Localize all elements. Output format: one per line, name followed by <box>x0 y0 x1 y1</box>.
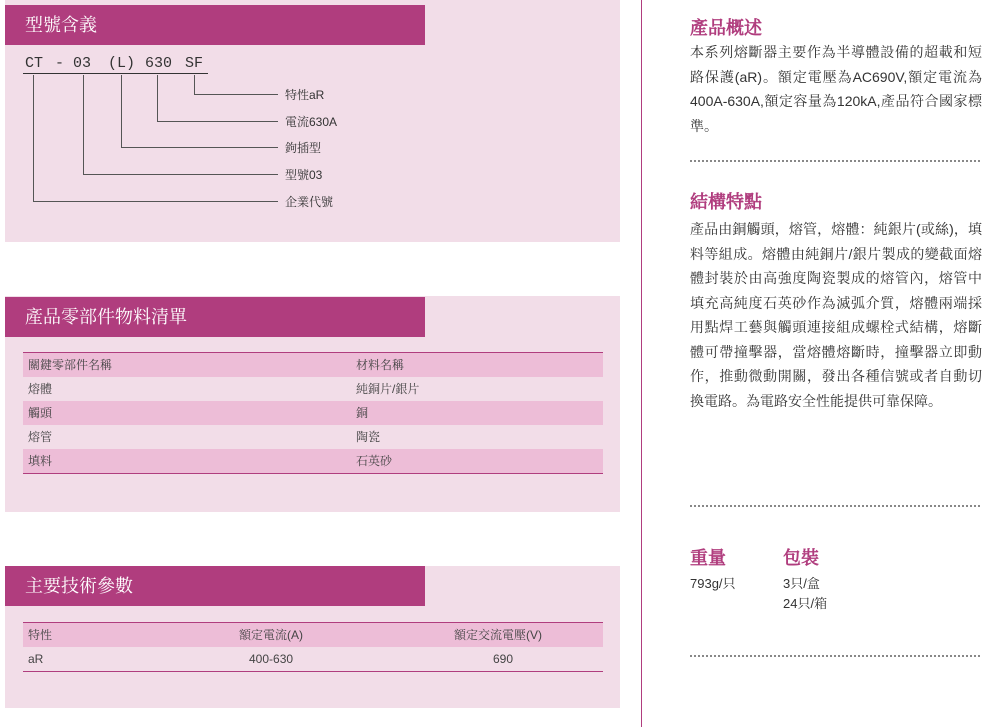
params-title: 主要技術參數 <box>5 566 425 606</box>
bom-title: 產品零部件物料清單 <box>5 297 425 337</box>
structure-title: 結構特點 <box>690 192 762 212</box>
table-rule <box>23 473 603 474</box>
label-characteristic: 特性aR <box>285 88 325 102</box>
overview-text: 本系列熔斷器主要作為半導體設備的超載和短路保護(aR)。額定電壓為AC690V,額定電流為400A-630A,額定容量為120kA,產品符合國家標準。 <box>690 44 982 134</box>
table-header-row <box>23 353 603 377</box>
packing-case: 24只/箱 <box>783 596 828 611</box>
table-row <box>23 377 603 401</box>
connector-ct-h <box>33 201 278 202</box>
connector-l-v <box>121 75 122 147</box>
table-row <box>23 647 603 671</box>
overview-title: 產品概述 <box>690 18 762 38</box>
connector-630-h <box>157 121 278 122</box>
header-rated-voltage: 額定交流電壓(V) <box>454 628 542 642</box>
cell-rated-current: 400-630 <box>249 652 294 666</box>
cell-material: 純銅片/銀片 <box>356 382 420 396</box>
cell-rated-voltage: 690 <box>493 652 514 666</box>
divider-dotted <box>690 655 980 657</box>
table-row <box>23 449 603 473</box>
code-dash: - <box>55 55 65 72</box>
divider-dotted <box>690 505 980 507</box>
cell-part: 觸頭 <box>28 406 53 420</box>
weight-title: 重量 <box>690 548 726 568</box>
label-current: 電流630A <box>285 115 338 129</box>
code-03: 03 <box>73 55 92 72</box>
column-divider <box>641 0 642 727</box>
header-rated-current: 額定電流(A) <box>239 628 303 642</box>
connector-sf-h <box>194 94 278 95</box>
bom-table <box>23 352 603 474</box>
connector-sf-v <box>194 75 195 94</box>
header-part: 關鍵零部件名稱 <box>28 358 113 372</box>
cell-part: 熔體 <box>28 382 53 396</box>
params-table <box>23 622 603 672</box>
table-row <box>23 425 603 449</box>
code-underline <box>23 73 208 74</box>
cell-part: 填料 <box>28 454 53 468</box>
connector-ct-v <box>33 75 34 201</box>
connector-630-v <box>157 75 158 121</box>
label-model: 型號03 <box>285 168 323 182</box>
cell-material: 銅 <box>356 406 369 420</box>
header-characteristic: 特性 <box>28 628 53 642</box>
table-row <box>23 401 603 425</box>
code-l: (L) <box>108 55 136 72</box>
table-rule <box>23 671 603 672</box>
cell-material: 陶瓷 <box>356 430 381 444</box>
model-title: 型號含義 <box>5 5 425 45</box>
packing-box: 3只/盒 <box>783 576 820 591</box>
weight-value: 793g/只 <box>690 576 736 591</box>
table-header-row <box>23 623 603 647</box>
packing-title: 包裝 <box>783 548 819 568</box>
connector-03-v <box>83 75 84 174</box>
label-company-code: 企業代號 <box>285 195 334 209</box>
connector-l-h <box>121 147 278 148</box>
cell-characteristic: aR <box>28 652 44 666</box>
divider-dotted <box>690 160 980 162</box>
code-630: 630 <box>145 55 173 72</box>
structure-text: 產品由銅觸頭，熔管，熔體：純銀片(或絲)，填料等組成。熔體由純銅片/銀片製成的變截面熔體封裝於由高強度陶瓷製成的熔管內，熔管中填充高純度石英砂作為滅弧介質，熔體兩端採用點焊工藝與觸頭連接組成螺栓式結構，熔斷體可帶撞擊器，當熔體熔斷時，撞擊器立即動作，推動微動開關，發出各種信號或者自動切換電路。為電路安全性能提供可靠保障。 <box>690 221 982 409</box>
connector-03-h <box>83 174 278 175</box>
cell-part: 熔管 <box>28 430 53 444</box>
cell-material: 石英砂 <box>356 454 393 468</box>
code-ct: CT <box>25 55 44 72</box>
code-sf: SF <box>185 55 204 72</box>
label-hook-type: 鉤插型 <box>285 141 322 155</box>
header-material: 材料名稱 <box>356 358 405 372</box>
